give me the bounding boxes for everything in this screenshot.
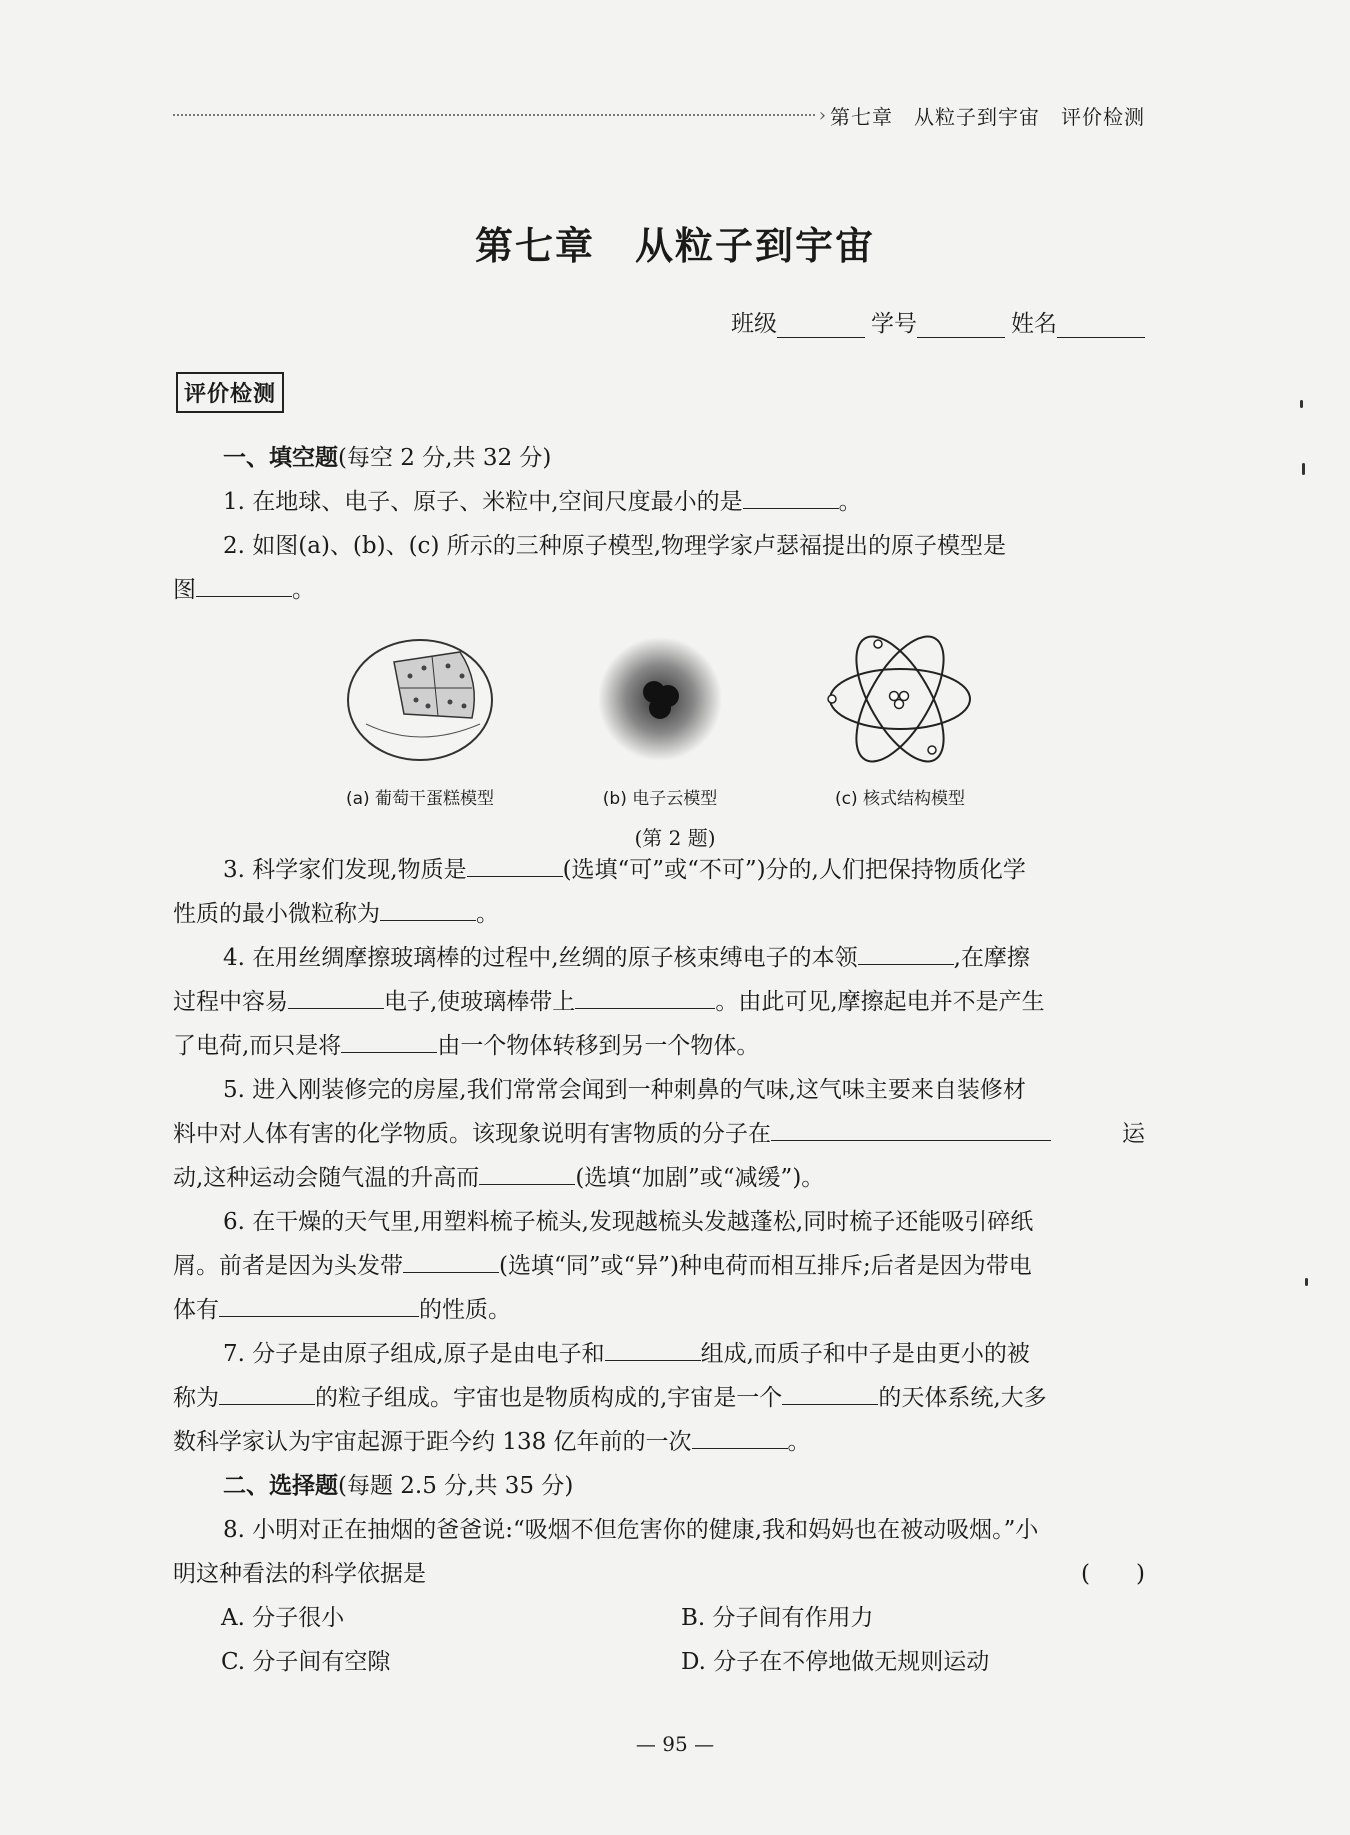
class-field[interactable] xyxy=(777,315,865,338)
q3-end: 。 xyxy=(476,901,499,927)
figure-a xyxy=(320,632,520,809)
q4-text-6: 了电荷,而只是将 xyxy=(173,1033,342,1059)
chapter-title: 第七章 从粒子到宇宙 xyxy=(474,224,875,268)
question-6-cont-2 xyxy=(173,1288,1145,1332)
q2-text: 2. 如图(a)、(b)、(c) 所示的三种原子模型,物理学家卢瑟福提出的原子模型是 xyxy=(223,533,1007,559)
q4-text-2: ,在摩擦 xyxy=(953,945,1030,971)
question-3-cont xyxy=(173,892,1145,936)
q4-blank-4[interactable] xyxy=(341,1026,437,1053)
q7-text-6: 数科学家认为宇宙起源于距今约 138 亿年前的一次 xyxy=(173,1429,692,1455)
dotted-leader xyxy=(173,114,815,116)
part2-heading xyxy=(173,1464,1145,1508)
id-label: 学号 xyxy=(871,311,917,337)
name-label: 姓名 xyxy=(1011,311,1057,337)
question-1 xyxy=(173,480,1145,524)
question-8-cont xyxy=(173,1552,1145,1596)
q4-blank-1[interactable] xyxy=(858,938,954,965)
q4-text-4: 电子,使玻璃棒带上 xyxy=(384,989,576,1015)
q6-text-2: 屑。前者是因为头发带 xyxy=(173,1253,403,1279)
figure-c-caption: (c) 核式结构模型 xyxy=(834,789,965,809)
electron-cloud-model-image xyxy=(590,632,730,766)
q1-end: 。 xyxy=(838,489,862,515)
figure-group-caption: (第 2 题) xyxy=(634,826,716,850)
part1-heading xyxy=(173,436,1145,480)
question-5-cont xyxy=(173,1112,1145,1156)
part1-title: 一、填空题 xyxy=(223,445,338,471)
q4-text-5: 。由此可见,摩擦起电并不是产生 xyxy=(715,989,1045,1015)
q8-option-b[interactable]: B. 分子间有作用力 xyxy=(681,1605,874,1631)
q7-blank-2[interactable] xyxy=(219,1378,315,1405)
question-4 xyxy=(173,936,1145,980)
q7-end: 。 xyxy=(787,1429,811,1455)
atom-model-figures xyxy=(320,632,1020,812)
q7-text-4: 的粒子组成。宇宙也是物质构成的,宇宙是一个 xyxy=(315,1385,783,1411)
question-7 xyxy=(173,1332,1145,1376)
q4-blank-3[interactable] xyxy=(575,982,715,1009)
q7-text-2: 组成,而质子和中子是由更小的被 xyxy=(700,1341,1030,1367)
id-field[interactable] xyxy=(917,315,1005,338)
running-title: 第七章 从粒子到宇宙 评价检测 xyxy=(830,104,1145,129)
plum-pudding-model-image xyxy=(340,632,500,766)
question-2 xyxy=(173,524,1145,568)
page-number: — 95 — xyxy=(635,1732,715,1756)
q6-text: 6. 在干燥的天气里,用塑料梳子梳头,发现越梳头发越蓬松,同时梳子还能吸引碎纸 xyxy=(223,1209,1034,1235)
figure-b-caption: (b) 电子云模型 xyxy=(602,789,718,809)
question-8 xyxy=(173,1508,1145,1552)
q2-blank[interactable] xyxy=(196,570,292,597)
question-7-cont xyxy=(173,1376,1145,1420)
question-3 xyxy=(173,848,1145,892)
arrow-icon: › xyxy=(818,104,826,126)
q1-text: 1. 在地球、电子、原子、米粒中,空间尺度最小的是 xyxy=(223,489,743,515)
name-field[interactable] xyxy=(1057,315,1145,338)
q5-text: 5. 进入刚装修完的房屋,我们常常会闻到一种刺鼻的气味,这气味主要来自装修材 xyxy=(223,1077,1026,1103)
q5-blank-1[interactable] xyxy=(771,1114,1051,1141)
question-5 xyxy=(173,1068,1145,1112)
scan-mark xyxy=(1300,400,1303,408)
q8-option-d[interactable]: D. 分子在不停地做无规则运动 xyxy=(681,1649,990,1675)
q5-end: (选填“加剧”或“减缓”)。 xyxy=(575,1165,825,1191)
part2-title: 二、选择题 xyxy=(223,1473,338,1499)
question-4-cont xyxy=(173,980,1145,1024)
section-label: 评价检测 xyxy=(176,372,284,413)
q5-blank-2[interactable] xyxy=(479,1158,575,1185)
question-6 xyxy=(173,1200,1145,1244)
figure-a-caption: (a) 葡萄干蛋糕模型 xyxy=(345,789,495,809)
q8-text: 8. 小明对正在抽烟的爸爸说:“吸烟不但危害你的健康,我和妈妈也在被动吸烟。”小 xyxy=(223,1517,1039,1543)
q6-text-4: 体有 xyxy=(173,1297,219,1323)
q7-blank-3[interactable] xyxy=(782,1378,878,1405)
q8-option-c[interactable]: C. 分子间有空隙 xyxy=(221,1649,391,1675)
q7-text-3: 称为 xyxy=(173,1385,219,1411)
nuclear-model-image xyxy=(820,632,980,766)
running-header xyxy=(173,100,1145,130)
q7-blank-1[interactable] xyxy=(605,1334,701,1361)
part1-note: (每空 2 分,共 32 分) xyxy=(338,445,552,471)
questions-block xyxy=(173,848,1145,1684)
q6-blank-1[interactable] xyxy=(403,1246,499,1273)
q2-end: 。 xyxy=(292,577,315,603)
q5-text-4: 动,这种运动会随气温的升高而 xyxy=(173,1165,480,1191)
q4-text-3: 过程中容易 xyxy=(173,989,288,1015)
q4-text: 4. 在用丝绸摩擦玻璃棒的过程中,丝绸的原子核束缚电子的本领 xyxy=(223,945,858,971)
q7-text: 7. 分子是由原子组成,原子是由电子和 xyxy=(223,1341,605,1367)
q8-options-row-1 xyxy=(173,1596,1145,1640)
q6-text-3: (选填“同”或“异”)种电荷而相互排斥;后者是因为带电 xyxy=(499,1253,1032,1279)
q3-blank-1[interactable] xyxy=(467,850,563,877)
q3-blank-2[interactable] xyxy=(380,894,476,921)
q5-text-2: 料中对人体有害的化学物质。该现象说明有害物质的分子在 xyxy=(173,1121,771,1147)
q5-text-3: 运 xyxy=(1122,1121,1145,1147)
class-label: 班级 xyxy=(731,311,777,337)
q7-text-5: 的天体系统,大多 xyxy=(878,1385,1047,1411)
q2-text-2: 图 xyxy=(173,577,196,603)
question-2-cont xyxy=(173,568,1145,612)
question-4-cont-2 xyxy=(173,1024,1145,1068)
figure-b xyxy=(560,632,760,809)
q8-options-row-2 xyxy=(173,1640,1145,1684)
q3-text-3: 性质的最小微粒称为 xyxy=(173,901,380,927)
q3-text-2: (选填“可”或“不可”)分的,人们把保持物质化学 xyxy=(562,857,1026,883)
q4-blank-2[interactable] xyxy=(288,982,384,1009)
q4-end: 由一个物体转移到另一个物体。 xyxy=(437,1033,760,1059)
part1-block xyxy=(173,436,1145,612)
q8-option-a[interactable]: A. 分子很小 xyxy=(221,1605,345,1631)
question-6-cont xyxy=(173,1244,1145,1288)
question-7-cont-2 xyxy=(173,1420,1145,1464)
q3-text: 3. 科学家们发现,物质是 xyxy=(223,857,467,883)
part2-note: (每题 2.5 分,共 35 分) xyxy=(338,1473,574,1499)
student-info xyxy=(731,305,1145,338)
scan-mark xyxy=(1302,463,1305,475)
q8-answer-paren[interactable]: ( ) xyxy=(1081,1561,1145,1587)
figure-c xyxy=(800,632,1000,809)
scan-mark xyxy=(1305,1278,1308,1286)
q1-blank[interactable] xyxy=(743,482,839,509)
q6-blank-2[interactable] xyxy=(219,1290,419,1317)
q6-end: 的性质。 xyxy=(419,1297,511,1323)
q8-text-2: 明这种看法的科学依据是 xyxy=(173,1561,426,1587)
q7-blank-4[interactable] xyxy=(692,1422,788,1449)
question-5-cont-2 xyxy=(173,1156,1145,1200)
